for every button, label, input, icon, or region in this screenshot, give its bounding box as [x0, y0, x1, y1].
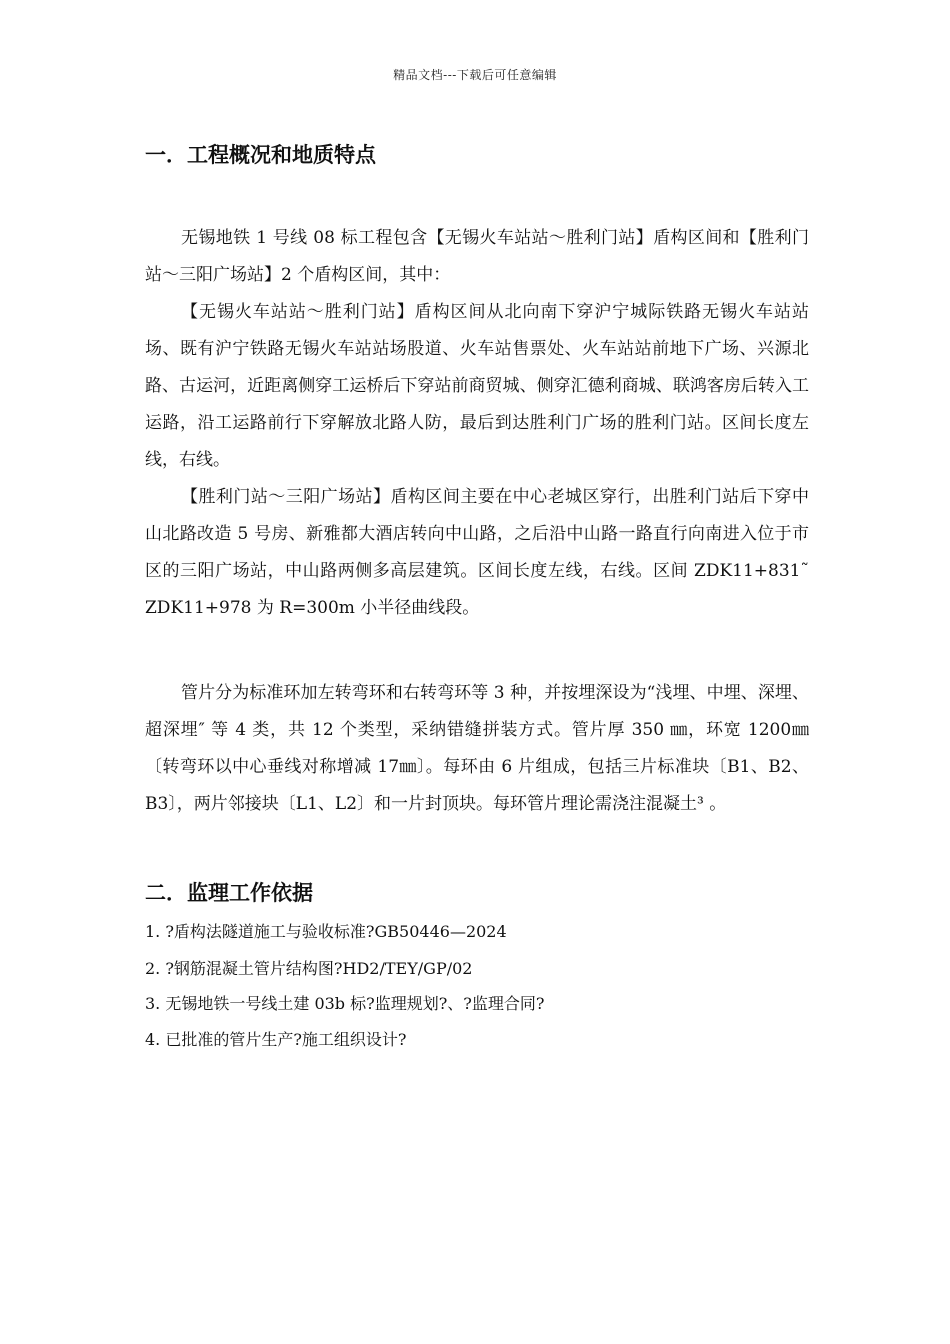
paragraph-section-b: 【胜利门站～三阳广场站】盾构区间主要在中心老城区穿行，出胜利门站后下穿中山北路改造 5 号房、新雅都大酒店转向中山路，之后沿中山路一路直行向南进入位于市区的三阳广场站，中山路两侧多高层建筑。区间长度左线，右线。区间 ZDK11+831˜ ZDK11+978 为 R=300m 小半径曲线段。 — [145, 487, 809, 618]
section-1-heading: 一．工程概况和地质特点 — [145, 143, 376, 167]
section-2-heading: 二．监理工作依据 — [145, 881, 313, 905]
paragraph-project-overview: 无锡地铁 1 号线 08 标工程包含【无锡火车站站～胜利门站】盾构区间和【胜利门站～三阳广场站】2 个盾构区间，其中： — [145, 228, 809, 285]
basis-list-item: 4. 已批准的管片生产?施工组织设计? — [145, 1030, 407, 1049]
page-header-note: 精品文档---下载后可任意编辑 — [393, 68, 557, 82]
basis-list-item: 2. ?钢筋混凝土管片结构图?HD2/TEY/GP/02 — [145, 959, 473, 978]
paragraph-segment-description: 管片分为标准环加左转弯环和右转弯环等 3 种，并按埋深设为“浅埋、中埋、深埋、超深埋″ 等 4 类，共 12 个类型，采纳错缝拼装方式。管片厚 350 ㎜，环宽 1200㎜〔转弯环以中心垂线对称增减 17㎜〕。每环由 6 片组成，包括三片标准块〔B1、B2、B3〕，两片邻接块〔L1、L2〕和一片封顶块。每环管片理论需浇注混凝土³ 。 — [145, 683, 809, 814]
basis-list-item: 1. ?盾构法隧道施工与验收标准?GB50446—2024 — [145, 922, 507, 941]
paragraph-section-a: 【无锡火车站站～胜利门站】盾构区间从北向南下穿沪宁城际铁路无锡火车站站场、既有沪宁铁路无锡火车站站场股道、火车站售票处、火车站站前地下广场、兴源北路、古运河，近距离侧穿工运桥后下穿站前商贸城、侧穿汇德利商城、联鸿客房后转入工运路，沿工运路前行下穿解放北路人防，最后到达胜利门广场的胜利门站。区间长度左线，右线。 — [145, 302, 809, 470]
basis-list-item: 3. 无锡地铁一号线土建 03b 标?监理规划?、?监理合同? — [145, 994, 545, 1013]
